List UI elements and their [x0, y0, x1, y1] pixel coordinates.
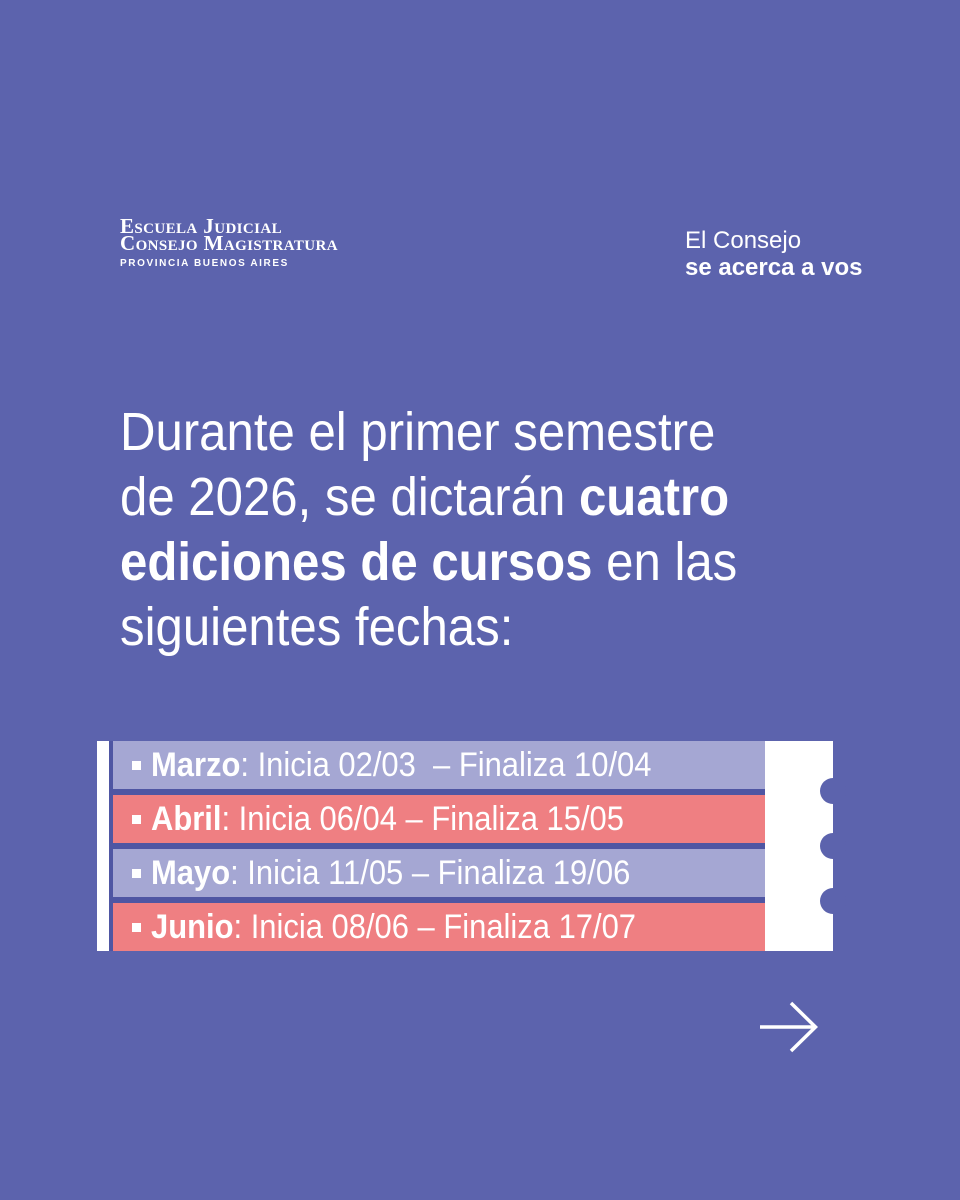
schedule-row-text: Junio: Inicia 08/06 – Finaliza 17/07 — [151, 907, 637, 946]
ticket-stub — [765, 741, 833, 951]
logo-line-consejo-magistratura: Consejo Magistratura — [120, 231, 338, 255]
heading — [120, 400, 737, 660]
left-accent-bar — [97, 741, 109, 951]
heading-line3: ediciones de cursos en las — [120, 532, 738, 592]
schedule-row-junio — [113, 903, 765, 951]
tagline — [685, 227, 862, 281]
tagline-line1: El Consejo — [685, 227, 802, 254]
logo — [120, 214, 338, 269]
schedule-row-abril — [113, 795, 765, 843]
ticket-notch — [820, 778, 846, 804]
schedule-ticket — [97, 741, 840, 951]
next-arrow-button[interactable] — [758, 1000, 822, 1054]
schedule-row-text: Abril: Inicia 06/04 – Finaliza 15/05 — [151, 799, 624, 838]
schedule-row-text: Marzo: Inicia 02/03 – Finaliza 10/04 — [151, 745, 652, 784]
bullet-square-icon — [132, 869, 141, 878]
bullet-square-icon — [132, 923, 141, 932]
schedule-rows — [109, 741, 765, 951]
heading-line4: siguientes fechas: — [120, 597, 514, 657]
bullet-square-icon — [132, 761, 141, 770]
tagline-line2: se acerca a vos — [685, 254, 863, 281]
schedule-row-mayo — [113, 849, 765, 897]
bullet-square-icon — [132, 815, 141, 824]
schedule-row-text: Mayo: Inicia 11/05 – Finaliza 19/06 — [151, 853, 631, 892]
heading-line2: de 2026, se dictarán cuatro — [120, 467, 730, 527]
logo-line-escuela-judicial: Escuela Judicial — [120, 214, 283, 238]
logo-line-provincia: PROVINCIA BUENOS AIRES — [120, 258, 289, 269]
ticket-notch — [820, 888, 846, 914]
arrow-right-icon — [758, 1000, 822, 1054]
heading-line1: Durante el primer semestre — [120, 402, 716, 462]
ticket-notch — [820, 833, 846, 859]
schedule-row-marzo — [113, 741, 765, 789]
